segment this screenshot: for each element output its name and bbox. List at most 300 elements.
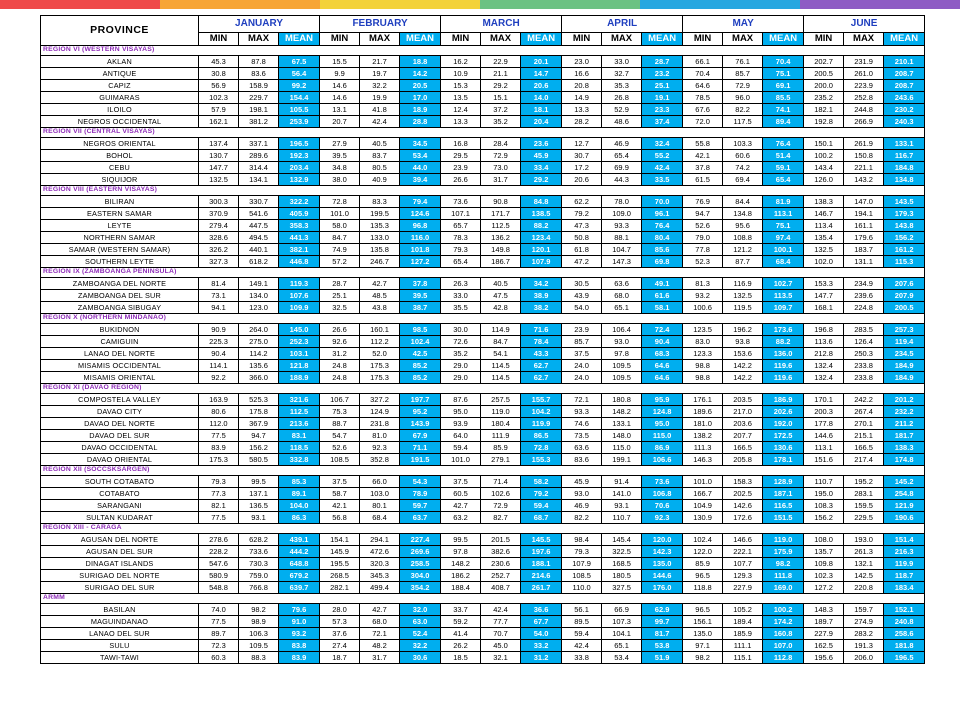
mean-value: 79.4 [400,196,441,208]
min-value: 62.2 [562,196,602,208]
province-row [41,174,925,186]
region-label: REGION XI (DAVAO REGION) [41,384,925,394]
min-value: 29.0 [441,360,481,372]
mean-value: 119.6 [763,372,804,384]
min-value: 50.8 [562,232,602,244]
mean-value: 45.9 [521,150,562,162]
min-value: 45.3 [199,56,239,68]
mean-value: 202.6 [763,406,804,418]
max-value: 68.0 [360,616,400,628]
max-value: 92.3 [360,442,400,454]
max-value: 52.9 [602,104,642,116]
max-value: 114.9 [481,324,521,336]
max-value: 314.4 [239,162,279,174]
min-value: 13.5 [441,92,481,104]
min-value: 176.1 [683,394,723,406]
province-row [41,418,925,430]
mean-value: 54.3 [400,476,441,488]
province-name: SOUTH COTABATO [41,476,199,488]
min-value: 26.3 [441,278,481,290]
region-label: REGION XII (SOCCSKSARGEN) [41,466,925,476]
max-value: 48.5 [360,290,400,302]
min-value: 170.1 [804,394,844,406]
min-value: 132.5 [804,244,844,256]
max-value: 85.9 [481,442,521,454]
min-value: 118.8 [683,582,723,594]
max-value: 227.9 [723,582,763,594]
mean-header: MEAN [884,33,925,46]
min-value: 107.9 [562,558,602,570]
max-value: 77.7 [481,616,521,628]
max-value: 447.5 [239,220,279,232]
max-value: 117.5 [723,116,763,128]
max-value: 72.9 [481,500,521,512]
max-value: 72.1 [360,628,400,640]
province-row [41,546,925,558]
max-value: 32.2 [360,80,400,92]
min-value: 77.5 [199,616,239,628]
min-value: 102.4 [683,534,723,546]
province-name: ZAMBOANGA SIBUGAY [41,302,199,314]
accent-bar-segment [320,0,480,9]
min-value: 195.0 [804,488,844,500]
min-value: 113.6 [804,336,844,348]
mean-value: 191.5 [400,454,441,466]
province-row [41,348,925,360]
mean-value: 31.2 [521,652,562,664]
min-value: 189.6 [683,406,723,418]
min-value: 163.9 [199,394,239,406]
max-value: 189.4 [723,616,763,628]
mean-value: 14.0 [521,92,562,104]
min-value: 24.0 [562,372,602,384]
max-value: 42.7 [360,278,400,290]
min-value: 200.3 [804,406,844,418]
mean-value: 68.4 [763,256,804,268]
max-value: 42.4 [481,604,521,616]
max-value: 175.8 [239,406,279,418]
mean-value: 201.2 [884,394,925,406]
min-value: 101.0 [320,208,360,220]
max-value: 129.3 [723,570,763,582]
province-name: MAGUINDANAO [41,616,199,628]
mean-value: 124.6 [400,208,441,220]
mean-value: 184.9 [884,372,925,384]
month-header: JANUARY [199,16,320,33]
province-row [41,500,925,512]
mean-value: 648.8 [279,558,320,570]
max-value: 136.2 [481,232,521,244]
mean-value: 102.4 [400,336,441,348]
max-value: 93.3 [602,220,642,232]
min-value: 108.5 [562,570,602,582]
mean-value: 197.6 [521,546,562,558]
province-name: NEGROS OCCIDENTAL [41,116,199,128]
max-value: 110.7 [602,512,642,524]
max-value: 80.5 [360,162,400,174]
mean-value: 85.3 [279,476,320,488]
max-value: 143.2 [844,174,884,186]
mean-value: 187.1 [763,488,804,500]
max-value: 32.1 [481,652,521,664]
max-value: 114.2 [239,348,279,360]
max-value: 730.3 [239,558,279,570]
mean-value: 78.4 [521,336,562,348]
max-value: 244.8 [844,104,884,116]
mean-value: 243.6 [884,92,925,104]
min-value: 59.4 [441,442,481,454]
max-value: 330.7 [239,196,279,208]
min-value: 23.9 [562,324,602,336]
min-value: 99.5 [441,534,481,546]
mean-value: 639.7 [279,582,320,594]
province-row [41,604,925,616]
max-value: 63.6 [602,278,642,290]
min-value: 148.2 [441,558,481,570]
min-value: 97.1 [683,640,723,652]
min-value: 94.7 [683,208,723,220]
mean-value: 72.8 [521,442,562,454]
min-value: 547.6 [199,558,239,570]
mean-value: 56.4 [279,68,320,80]
mean-value: 33.4 [521,162,562,174]
max-value: 72.9 [481,150,521,162]
min-value: 52.6 [683,220,723,232]
min-value: 147.7 [199,162,239,174]
mean-value: 20.6 [521,80,562,92]
mean-value: 439.1 [279,534,320,546]
max-value: 85.7 [723,68,763,80]
province-row [41,372,925,384]
mean-value: 121.9 [884,500,925,512]
mean-value: 196.5 [884,652,925,664]
max-value: 618.2 [239,256,279,268]
mean-value: 203.4 [279,162,320,174]
max-value: 111.1 [723,640,763,652]
region-row [41,524,925,534]
min-value: 18.7 [320,652,360,664]
min-value: 52.6 [320,442,360,454]
mean-value: 75.1 [763,220,804,232]
mean-value: 444.2 [279,546,320,558]
min-value: 12.4 [441,104,481,116]
mean-value: 34.2 [521,278,562,290]
province-name: SURIGAO DEL NORTE [41,570,199,582]
mean-value: 175.9 [763,546,804,558]
min-value: 225.3 [199,336,239,348]
mean-value: 138.5 [521,208,562,220]
max-value: 109.5 [602,360,642,372]
mean-value: 63.0 [400,616,441,628]
max-value: 80.1 [360,500,400,512]
max-value: 201.5 [481,534,521,546]
min-value: 16.8 [441,138,481,150]
mean-value: 59.4 [521,500,562,512]
max-value: 166.5 [723,442,763,454]
province-name: SIQUIJOR [41,174,199,186]
mean-value: 154.4 [279,92,320,104]
mean-value: 90.4 [642,336,683,348]
max-value: 257.5 [481,394,521,406]
max-value: 134.1 [239,174,279,186]
mean-value: 192.0 [763,418,804,430]
min-value: 65.4 [441,256,481,268]
mean-value: 88.2 [521,220,562,232]
min-value: 195.5 [320,558,360,570]
max-value: 93.0 [602,336,642,348]
mean-value: 54.0 [521,628,562,640]
mean-value: 112.8 [763,652,804,664]
min-value: 57.3 [320,616,360,628]
province-row [41,652,925,664]
mean-value: 119.4 [884,336,925,348]
max-value: 270.1 [844,418,884,430]
province-row [41,150,925,162]
mean-value: 37.8 [400,278,441,290]
mean-value: 20.1 [521,56,562,68]
min-value: 33.0 [441,290,481,302]
min-value: 90.9 [199,324,239,336]
mean-value: 83.8 [279,640,320,652]
mean-value: 116.0 [400,232,441,244]
min-value: 228.2 [199,546,239,558]
max-value: 580.5 [239,454,279,466]
max-value: 115.1 [723,652,763,664]
max-value: 69.9 [602,162,642,174]
max-value: 103.3 [723,138,763,150]
min-value: 83.9 [199,442,239,454]
max-value: 104.7 [602,244,642,256]
max-value: 87.7 [723,256,763,268]
province-name: ILOILO [41,104,199,116]
max-value: 733.6 [239,546,279,558]
mean-value: 441.3 [279,232,320,244]
region-label: REGION XIII - CARAGA [41,524,925,534]
mean-value: 68.3 [642,348,683,360]
mean-value: 58.2 [521,476,562,488]
max-value: 108.8 [723,232,763,244]
mean-value: 62.7 [521,360,562,372]
mean-value: 258.6 [884,628,925,640]
mean-value: 446.8 [279,256,320,268]
min-value: 34.8 [320,162,360,174]
province-row [41,616,925,628]
mean-value: 85.2 [400,372,441,384]
min-value: 151.6 [804,454,844,466]
min-value: 26.2 [441,640,481,652]
min-value: 14.6 [320,92,360,104]
max-value: 205.8 [723,454,763,466]
max-value: 131.1 [844,256,884,268]
min-value: 84.7 [320,232,360,244]
min-value: 55.8 [683,138,723,150]
max-value: 381.2 [239,116,279,128]
mean-value: 208.7 [884,68,925,80]
max-value: 70.7 [481,628,521,640]
max-value: 234.9 [844,278,884,290]
mean-value: 51.9 [642,652,683,664]
min-value: 56.1 [562,604,602,616]
min-value: 98.4 [562,534,602,546]
mean-value: 32.2 [400,640,441,652]
min-value: 26.6 [441,174,481,186]
max-value: 217.0 [723,406,763,418]
mean-value: 169.0 [763,582,804,594]
mean-value: 116.7 [884,150,925,162]
min-value: 78.3 [441,232,481,244]
max-value: 499.4 [360,582,400,594]
max-value: 47.5 [481,290,521,302]
max-value: 283.5 [844,324,884,336]
province-row [41,278,925,290]
mean-value: 190.6 [884,512,925,524]
max-value: 166.5 [844,442,884,454]
min-value: 24.8 [320,372,360,384]
max-header: MAX [481,33,521,46]
min-value: 95.0 [441,406,481,418]
max-value: 147.3 [602,256,642,268]
mean-value: 207.6 [884,278,925,290]
max-value: 109.5 [239,640,279,652]
province-header: PROVINCE [41,16,199,46]
max-value: 472.6 [360,546,400,558]
min-value: 89.7 [199,628,239,640]
max-value: 345.3 [360,570,400,582]
min-value: 548.8 [199,582,239,594]
mean-value: 75.1 [763,68,804,80]
mean-value: 104.0 [279,500,320,512]
min-value: 212.8 [804,348,844,360]
min-value: 85.7 [562,336,602,348]
province-row [41,558,925,570]
mean-value: 107.0 [763,640,804,652]
min-value: 150.1 [804,138,844,150]
province-name: TAWI-TAWI [41,652,199,664]
province-row [41,442,925,454]
mean-value: 145.2 [884,476,925,488]
mean-value: 178.1 [763,454,804,466]
mean-header: MEAN [521,33,562,46]
province-name: LEYTE [41,220,199,232]
max-value: 161.1 [844,220,884,232]
max-value: 82.2 [723,104,763,116]
max-value: 194.1 [844,208,884,220]
min-value: 135.4 [804,232,844,244]
mean-value: 39.5 [400,290,441,302]
mean-value: 61.6 [642,290,683,302]
max-value: 159.5 [844,500,884,512]
min-value: 65.7 [441,220,481,232]
mean-value: 42.4 [642,162,683,174]
max-value: 54.1 [481,348,521,360]
max-value: 222.1 [723,546,763,558]
max-value: 233.8 [844,360,884,372]
max-value: 112.2 [360,336,400,348]
province-row [41,104,925,116]
mean-value: 62.7 [521,372,562,384]
mean-value: 155.3 [521,454,562,466]
min-value: 77.3 [199,488,239,500]
min-value: 35.5 [441,302,481,314]
min-value: 14.9 [562,92,602,104]
mean-value: 80.4 [642,232,683,244]
min-value: 107.1 [441,208,481,220]
region-label: REGION VII (CENTRAL VISAYAS) [41,128,925,138]
max-value: 83.7 [360,150,400,162]
province-row [41,476,925,488]
province-name: AKLAN [41,56,199,68]
province-row [41,570,925,582]
min-value: 74.6 [562,418,602,430]
min-value: 75.3 [320,406,360,418]
mean-value: 322.2 [279,196,320,208]
mean-value: 156.2 [884,232,925,244]
min-value: 370.9 [199,208,239,220]
min-value: 66.1 [683,56,723,68]
mean-value: 98.2 [763,558,804,570]
max-value: 82.7 [481,512,521,524]
min-value: 37.5 [441,476,481,488]
max-value: 261.0 [844,68,884,80]
mean-value: 99.7 [642,616,683,628]
min-value: 112.0 [199,418,239,430]
mean-value: 133.1 [884,138,925,150]
min-value: 57.9 [199,104,239,116]
max-value: 136.5 [239,500,279,512]
mean-value: 105.5 [279,104,320,116]
min-value: 146.3 [683,454,723,466]
mean-value: 30.6 [400,652,441,664]
min-value: 29.0 [441,372,481,384]
min-header: MIN [441,33,481,46]
max-value: 168.5 [602,558,642,570]
min-value: 196.8 [804,324,844,336]
mean-value: 174.8 [884,454,925,466]
region-row [41,314,925,324]
mean-value: 151.4 [884,534,925,546]
min-value: 37.6 [320,628,360,640]
max-value: 73.0 [481,162,521,174]
mean-value: 106.6 [642,454,683,466]
max-value: 367.9 [239,418,279,430]
mean-value: 100.1 [763,244,804,256]
min-value: 70.4 [683,68,723,80]
min-value: 93.0 [562,488,602,500]
min-value: 67.6 [683,104,723,116]
max-value: 175.3 [360,360,400,372]
max-value: 156.2 [239,442,279,454]
min-value: 88.7 [320,418,360,430]
mean-value: 95.0 [642,418,683,430]
mean-value: 230.2 [884,104,925,116]
mean-value: 200.5 [884,302,925,314]
mean-value: 134.8 [884,174,925,186]
mean-value: 184.8 [884,162,925,174]
max-value: 261.3 [844,546,884,558]
max-value: 158.9 [239,80,279,92]
min-value: 146.7 [804,208,844,220]
min-value: 326.2 [199,244,239,256]
mean-value: 142.3 [642,546,683,558]
min-value: 93.3 [562,406,602,418]
mean-value: 38.9 [521,290,562,302]
max-value: 142.2 [723,360,763,372]
mean-value: 118.7 [884,570,925,582]
mean-value: 321.6 [279,394,320,406]
max-value: 41.8 [360,104,400,116]
mean-value: 211.2 [884,418,925,430]
max-value: 239.6 [844,290,884,302]
